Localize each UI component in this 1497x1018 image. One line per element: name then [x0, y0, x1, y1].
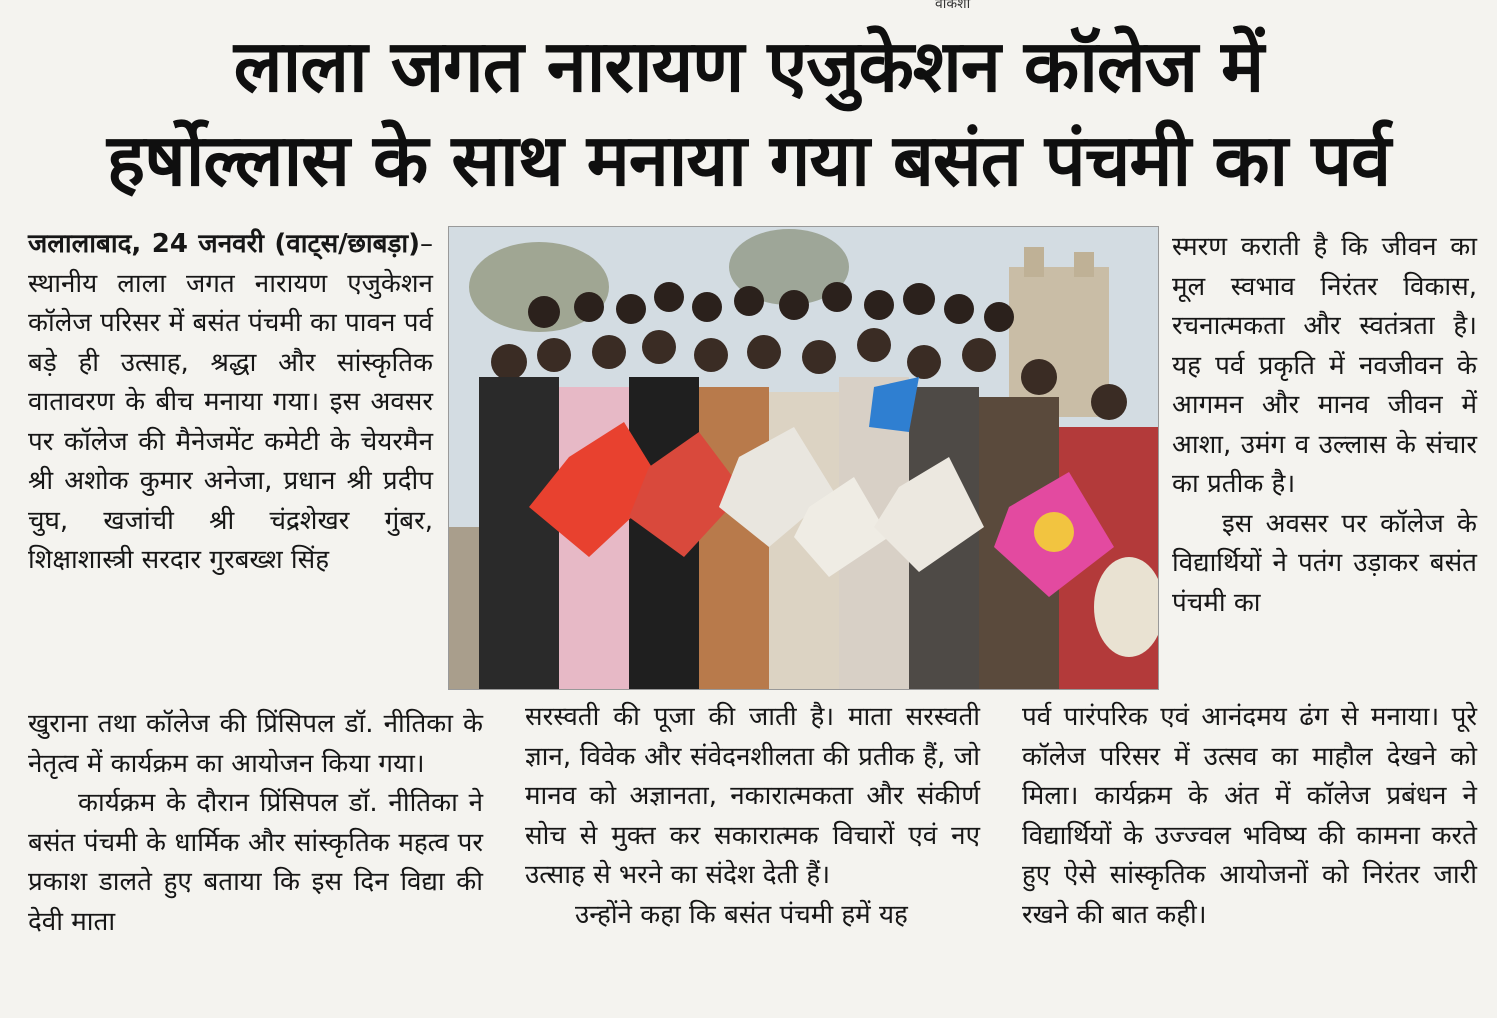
group-photo-illustration — [449, 227, 1158, 689]
article-column-3-top — [1172, 228, 1477, 623]
paragraph: स्थानीय लाला जगत नारायण एजुकेशन कॉलेज परिसर में बसंत पंचमी का पावन पर्व बड़े ही उत्साह, श्रद्धा और सांस्कृतिक वातावरण के बीच मनाया गया। इस अवसर पर कॉलेज की मैनेजमेंट कमेटी के चेयरमैन श्री अशोक कुमार अनेजा, प्रधान श्री प्रदीप चुघ, खजांची श्री चंद्रशेखर गुंबर, शिक्षाशास्त्री सरदार गुरबख्श सिंह — [28, 268, 433, 575]
paragraph: स्मरण कराती है कि जीवन का मूल स्वभाव निरंतर विकास, रचनात्मकता और स्वतंत्रता है। यह पर्व प्रकृति में नवजीवन के आगमन और मानव जीवन में आशा, उमंग व उल्लास के संचार का प्रतीक है। — [1172, 232, 1477, 499]
article-column-1-top: जलालाबाद, 24 जनवरी (वाट्स/छाबड़ा)–स्थानीय लाला जगत नारायण एजुकेशन कॉलेज परिसर में बसंत पंचमी का पावन पर्व बड़े ही उत्साह, श्रद्धा और सांस्कृतिक वातावरण के बीच मनाया गया। इस अवसर पर कॉलेज की मैनेजमेंट कमेटी के चेयरमैन श्री अशोक कुमार अनेजा, प्रधान श्री प्रदीप चुघ, खजांची श्री चंद्रशेखर गुंबर, शिक्षाशास्त्री सरदार गुरबख्श सिंह — [28, 229, 433, 575]
paragraph: उन्होंने कहा कि बसंत पंचमी हमें यह — [575, 899, 908, 930]
paragraph: सरस्वती की पूजा की जाती है। माता सरस्वती ज्ञान, विवेक और संवेदनशीलता की प्रतीक हैं, जो मानव को अज्ञानता, नकारात्मकता और संकीर्ण सोच से मुक्त कर सकारात्मक विचारों एवं नए उत्साह से भरने का संदेश देती हैं। — [525, 702, 980, 890]
paragraph: कार्यक्रम के दौरान प्रिंसिपल डॉ. नीतिका ने बसंत पंचमी के धार्मिक और सांस्कृतिक महत्व पर प्रकाश डालते हुए बताया कि इस दिन विद्या की देवी माता — [28, 788, 483, 937]
paragraph: खुराना तथा कॉलेज की प्रिंसिपल डॉ. नीतिका के नेतृत्व में कार्यक्रम का आयोजन किया गया। — [28, 709, 483, 779]
dateline: जलालाबाद, 24 जनवरी (वाट्स/छाबड़ा) — [28, 229, 420, 259]
article-column-1-bottom — [28, 705, 483, 942]
section-kicker: वाकशा — [935, 0, 971, 12]
article-column-2 — [525, 698, 980, 935]
event-photo — [448, 226, 1159, 690]
paragraph: इस अवसर पर कॉलेज के विद्यार्थियों ने पतंग उड़ाकर बसंत पंचमी का — [1172, 508, 1477, 618]
article-column-3-bottom — [1022, 698, 1477, 935]
headline-line-2: हर्षोल्लास के साथ मनाया गया बसंत पंचमी का पर्व — [106, 118, 1391, 202]
headline-line-1: लाला जगत नारायण एजुकेशन कॉलेज में — [233, 24, 1264, 108]
paragraph: पर्व पारंपरिक एवं आनंदमय ढंग से मनाया। पूरे कॉलेज परिसर में उत्सव का माहौल देखने को मिला। कार्यक्रम के अंत में कॉलेज प्रबंधन ने विद्यार्थियों के उज्ज्वल भविष्य की कामना करते हुए ऐसे सांस्कृतिक आयोजनों को निरंतर जारी रखने की बात कही। — [1022, 702, 1477, 930]
